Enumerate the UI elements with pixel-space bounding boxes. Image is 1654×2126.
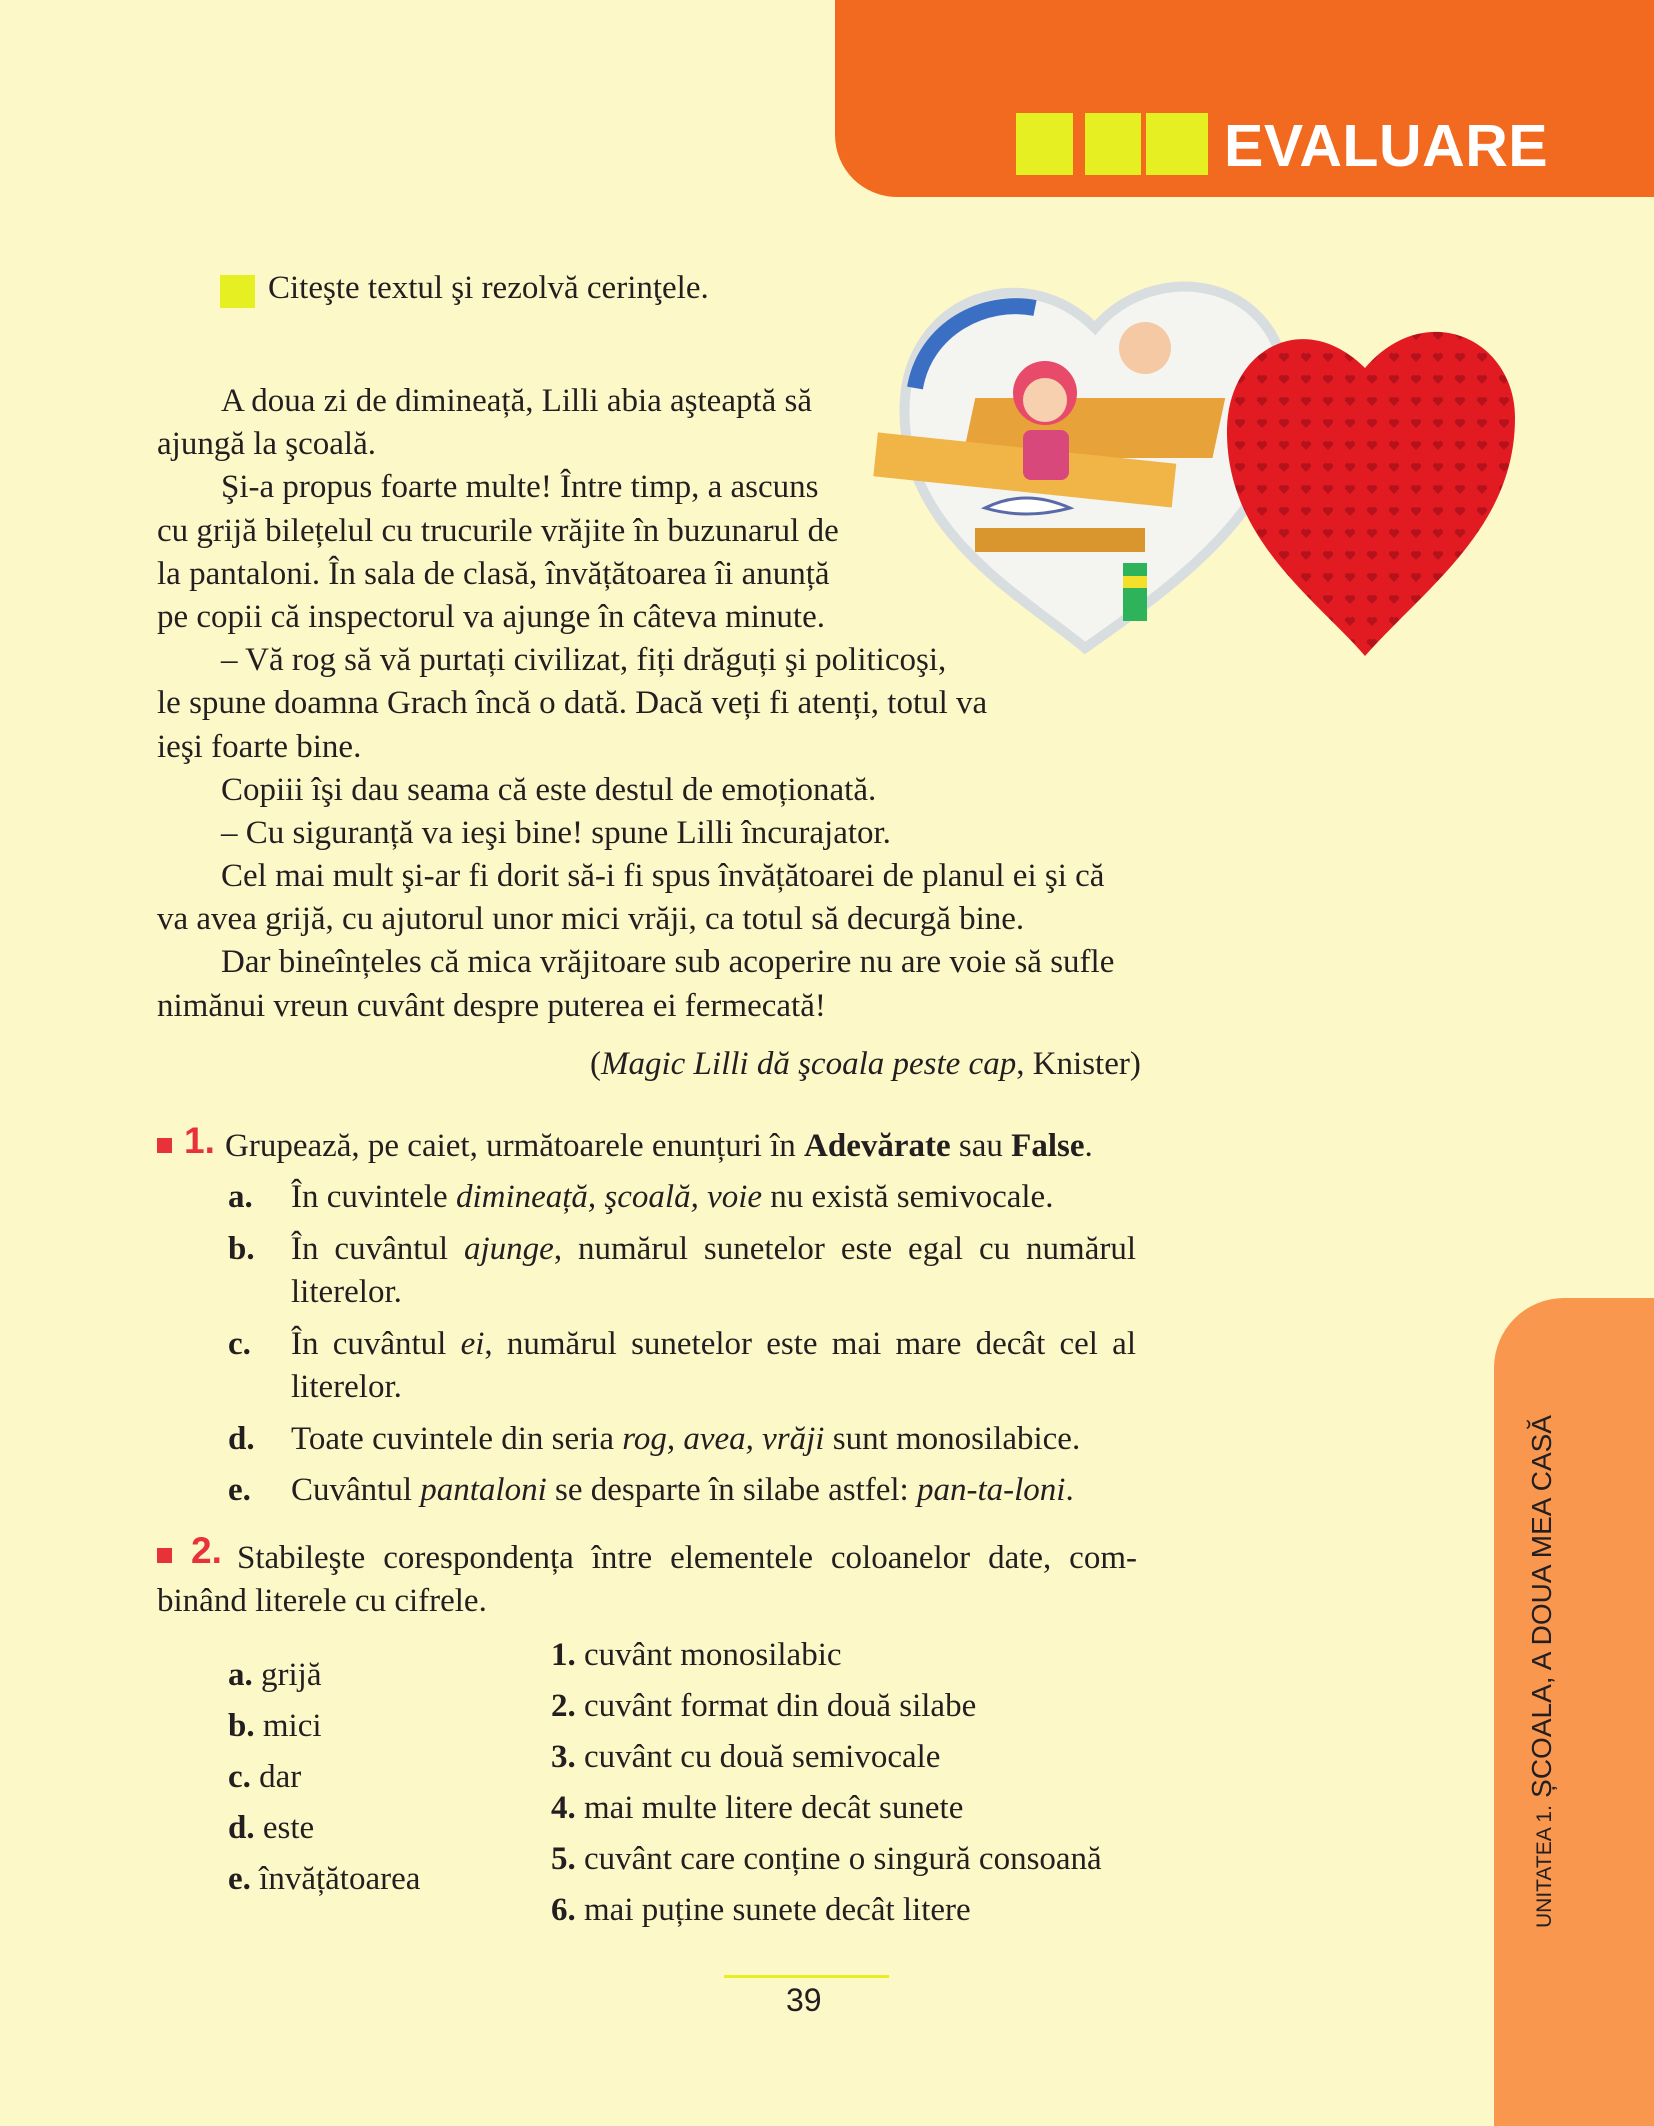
prompt-false: False: [1011, 1128, 1085, 1164]
left-item: a. grijă: [228, 1657, 322, 1693]
exercise-1-item: [228, 1469, 1136, 1512]
side-tab: [1494, 1298, 1654, 2126]
instruction: Citeşte textul şi rezolvă cerinţele.: [268, 270, 709, 306]
item-letter: b.: [228, 1230, 255, 1267]
story-line: A doua zi de dimineață, Lilli abia aşteaptă să: [221, 383, 813, 419]
left-item: d. este: [228, 1810, 315, 1846]
header-square-1: [1016, 113, 1073, 175]
story-line: va avea grijă, cu ajutorul unor mici vrăji, ca totul să decurgă bine.: [157, 901, 1025, 938]
exercise-2-right-column: [551, 1630, 1102, 1936]
exercise-1-item: [228, 1228, 1136, 1314]
left-item: c. dar: [228, 1759, 302, 1795]
exercise-1-item: [228, 1323, 1136, 1409]
story-line: cu grijă bilețelul cu trucurile vrăjite în buzunarul de: [157, 512, 839, 549]
story-line: la pantaloni. În sala de clasă, învățătoarea îi anunță: [157, 555, 830, 592]
right-item: 6. mai puține sunete decât litere: [551, 1892, 971, 1928]
item-letter: e.: [228, 1472, 251, 1509]
left-item: b. mici: [228, 1708, 322, 1744]
story-line: ieşi foarte bine.: [157, 728, 362, 765]
story-source: [590, 1046, 1141, 1083]
story-line: ajungă la şcoală.: [157, 426, 376, 463]
source-author: , Knister): [1016, 1046, 1141, 1082]
story-line: Dar bineînțeles că mica vrăjitoare sub acoperire nu are voie să sufle: [221, 944, 1115, 981]
story-line: Şi-a propus foarte multe! Între timp, a ascuns: [221, 469, 819, 506]
red-heart: [1227, 332, 1515, 656]
child-head: [1119, 322, 1171, 374]
exercise-1-items: [228, 1176, 1136, 1521]
prompt-text: Grupează, pe caiet, următoarele enunțuri în: [225, 1128, 805, 1164]
exercise-2-line-2: binând literele cu cifrele.: [157, 1583, 487, 1620]
section-title: EVALUARE: [1224, 113, 1549, 179]
right-item: 4. mai multe litere decât sunete: [551, 1790, 964, 1826]
prompt-text: .: [1084, 1128, 1093, 1164]
right-item: 3. cuvânt cu două semivocale: [551, 1739, 941, 1775]
right-item: 5. cuvânt care conține o singură consoană: [551, 1841, 1102, 1877]
source-title: Magic Lilli dă şcoala peste cap: [601, 1046, 1017, 1082]
exercise-1-item: [228, 1418, 1136, 1461]
page-number: 39: [786, 1982, 822, 2018]
exercise-1-prompt: [225, 1128, 1093, 1165]
item-text: În cuvântul ajunge, numărul sunetelor este egal cu numărul literelor.: [291, 1230, 1137, 1310]
exercise-2-left-column: [228, 1650, 420, 1905]
story-line: – Vă rog să vă purtați civilizat, fiți drăguți şi politicoşi,: [221, 642, 947, 679]
right-item: 1. cuvânt monosilabic: [551, 1637, 842, 1673]
unit-title: ȘCOALA, A DOUA MEA CASĂ: [1526, 1415, 1557, 1798]
item-letter: a.: [228, 1179, 253, 1215]
item-text: În cuvintele dimineață, şcoală, voie nu există semivocale.: [291, 1179, 1054, 1215]
story-text: [157, 380, 1137, 1028]
header-square-3: [1146, 113, 1208, 175]
side-tab-label: [1522, 1368, 1562, 1928]
unit-label: UNITATEA 1.: [1533, 1805, 1556, 1928]
story-line: – Cu siguranță va ieşi bine! spune Lilli încurajator.: [221, 814, 891, 851]
prompt-text: sau: [950, 1128, 1012, 1164]
header-square-2: [1085, 113, 1141, 175]
item-letter: c.: [228, 1325, 251, 1362]
exercise-1-item: [228, 1176, 1136, 1219]
item-text: Toate cuvintele din seria rog, avea, vrăji sunt monosilabice.: [291, 1420, 1081, 1457]
source-open: (: [590, 1046, 601, 1082]
instruction-square: [220, 275, 255, 308]
left-item: e. învățătoarea: [228, 1861, 421, 1897]
exercise-2-prompt: [157, 1537, 1137, 1623]
story-line: pe copii că inspectorul va ajunge în câteva minute.: [157, 598, 825, 635]
right-item: 2. cuvânt format din două silabe: [551, 1688, 977, 1724]
page-number-rule: [724, 1975, 889, 1978]
story-line: le spune doamna Grach încă o dată. Dacă veți fi atenți, totul va: [157, 685, 988, 722]
story-line: Copiii îşi dau seama că este destul de emoționată.: [221, 771, 877, 808]
exercise-2-number: 2.: [191, 1530, 222, 1571]
exercise-1-number: 1.: [184, 1120, 215, 1161]
item-text: În cuvântul ei, numărul sunetelor este mai mare decât cel al literelor.: [291, 1325, 1136, 1405]
exercise-2-line-1: Stabileşte corespondența între elementele coloanelor date, com-: [237, 1540, 1137, 1576]
item-text: Cuvântul pantaloni se desparte în silabe astfel: pan-ta-loni.: [291, 1472, 1074, 1509]
item-letter: d.: [228, 1420, 255, 1457]
exercise-1-marker: [157, 1138, 172, 1153]
story-line: nimănui vreun cuvânt despre puterea ei fermecată!: [157, 987, 826, 1024]
prompt-true: Adevărate: [804, 1128, 951, 1164]
story-line: Cel mai mult şi-ar fi dorit să-i fi spus învățătoarei de planul ei şi că: [221, 858, 1105, 895]
